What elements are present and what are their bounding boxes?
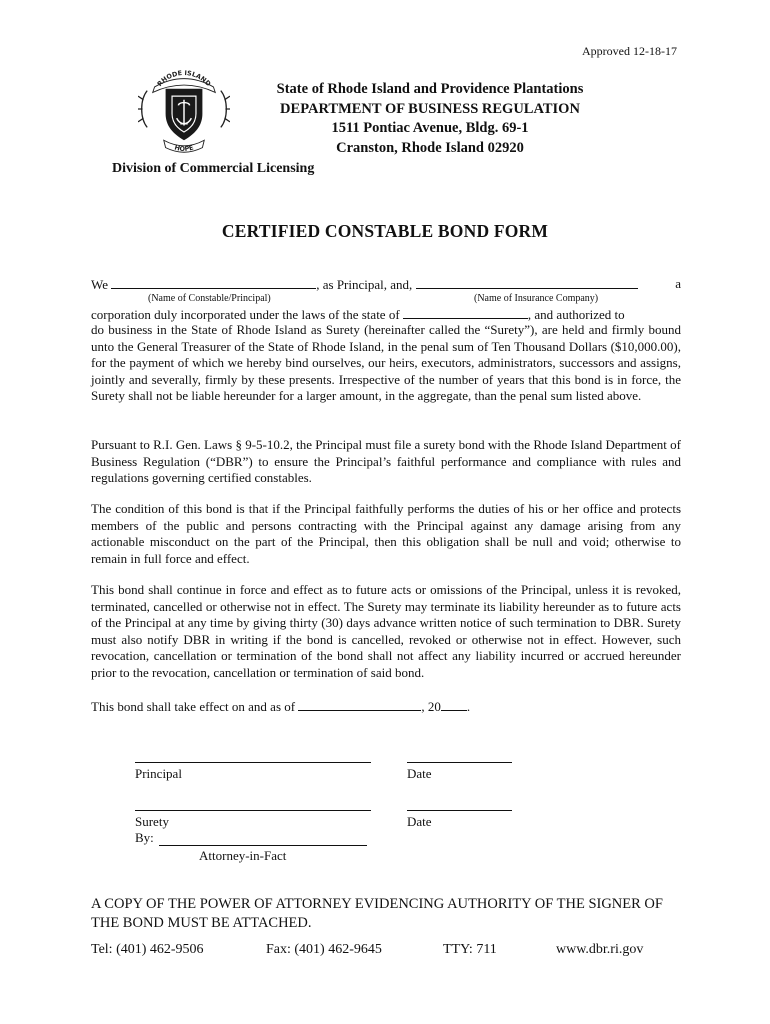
authorized-label: , and authorized to bbox=[527, 307, 625, 322]
attorney-signature-line[interactable] bbox=[159, 845, 367, 846]
division-name: Division of Commercial Licensing bbox=[112, 161, 315, 176]
seal-top-text: RHODE ISLAND bbox=[155, 69, 213, 88]
surety-label: Surety bbox=[135, 814, 169, 829]
effective-label: This bond shall take effect on and as of bbox=[91, 699, 296, 714]
company-caption: (Name of Insurance Company) bbox=[474, 293, 599, 304]
principal-label: Principal bbox=[135, 766, 182, 781]
termination-paragraph: This bond shall continue in force and effect as to future acts or omissions of the Principal, unless it is revoked, terminated, cancelled or otherwise not in effect. The Surety may terminate its liability hereunder as to future acts of the Principal at any time by giving thirty (30) days advance written notice of such termination to DBR. Surety must also notify DBR in writing if the bond is cancelled, revoked or otherwise not in effect. However, such revocation, cancellation or termination of the bond shall not affect any liability incurred or accrued hereunder prior to the revocation, cancellation or termination of said bond. bbox=[91, 582, 681, 680]
intro-body: do business in the State of Rhode Island as Surety (hereinafter called the “Surety”), are held and firmly bound unto the General Treasurer of the State of Rhode Island, in the penal sum of Ten Thousand Dollars ($10,000.00), for the payment of which we hereby bind ourselves, our heirs, executors, administrators, successors and assigns, jointly and severally, firmly by these presents. Irrespective of the number of years that this bond is in force, the Surety shall not be liable hereunder for a larger amount, in the aggregate, than the penal sum listed above. bbox=[91, 322, 681, 404]
period: . bbox=[466, 699, 471, 714]
header-department: DEPARTMENT OF BUSINESS REGULATION bbox=[280, 100, 580, 117]
effective-date-line bbox=[91, 698, 681, 716]
we-label: We bbox=[91, 277, 108, 292]
agency-header bbox=[240, 80, 620, 158]
rhode-island-seal-icon bbox=[138, 63, 230, 155]
state-of-incorporation-field[interactable] bbox=[403, 306, 528, 319]
principal-signature-line[interactable] bbox=[135, 762, 371, 763]
intro-line bbox=[91, 276, 681, 294]
principal-name-field[interactable] bbox=[111, 276, 316, 289]
form-title: CERTIFIED CONSTABLE BOND FORM bbox=[221, 221, 549, 241]
date-label-1: Date bbox=[407, 766, 432, 781]
condition-paragraph: The condition of this bond is that if the Principal faithfully performs the duties of his or her office and protects members of the public and persons contracting with the Principal against any damage arising from any actionable misconduct on the part of the Principal, then this obligation shall be null and void; otherwise to remain in full force and effect. bbox=[91, 501, 681, 566]
insurance-company-field[interactable] bbox=[416, 276, 638, 289]
header-address: 1511 Pontiac Avenue, Bldg. 69-1 bbox=[331, 120, 529, 136]
header-state: State of Rhode Island and Providence Plantations bbox=[276, 81, 584, 97]
year-prefix: , 20 bbox=[421, 699, 441, 714]
effective-date-field[interactable] bbox=[298, 698, 421, 711]
surety-signature-line[interactable] bbox=[135, 810, 371, 811]
a-label: a bbox=[675, 276, 681, 291]
principal-caption: (Name of Constable/Principal) bbox=[148, 293, 271, 304]
attorney-in-fact-label: Attorney-in-Fact bbox=[199, 848, 287, 863]
telephone: Tel: (401) 462-9506 bbox=[91, 942, 204, 957]
power-of-attorney-notice: A COPY OF THE POWER OF ATTORNEY EVIDENCING AUTHORITY OF THE SIGNER OF THE BOND MUST BE ATTACHED. bbox=[91, 896, 663, 931]
as-principal-label: , as Principal, and, bbox=[316, 277, 413, 292]
corp-label: corporation duly incorporated under the laws of the state of bbox=[91, 307, 400, 322]
intro-corporation-line bbox=[91, 306, 681, 324]
seal-bottom-text: HOPE bbox=[173, 143, 195, 154]
by-label: By: bbox=[135, 830, 154, 845]
svg-text:HOPE bbox=[174, 143, 195, 153]
approval-date: Approved 12-18-17 bbox=[582, 44, 677, 58]
tty: TTY: 711 bbox=[443, 942, 497, 957]
date-label-2: Date bbox=[407, 814, 432, 829]
principal-date-line[interactable] bbox=[407, 762, 512, 763]
statute-paragraph: Pursuant to R.I. Gen. Laws § 9-5-10.2, the Principal must file a surety bond with the Rhode Island Department of Business Regulation (“DBR”) to ensure the Principal’s faithful performance and compliance with rules and regulations governing certified constables. bbox=[91, 437, 681, 486]
header-city: Cranston, Rhode Island 02920 bbox=[336, 139, 524, 156]
fax: Fax: (401) 462-9645 bbox=[266, 942, 382, 957]
effective-year-field[interactable] bbox=[441, 698, 467, 711]
website-link[interactable]: www.dbr.ri.gov bbox=[556, 942, 644, 957]
surety-date-line[interactable] bbox=[407, 810, 512, 811]
